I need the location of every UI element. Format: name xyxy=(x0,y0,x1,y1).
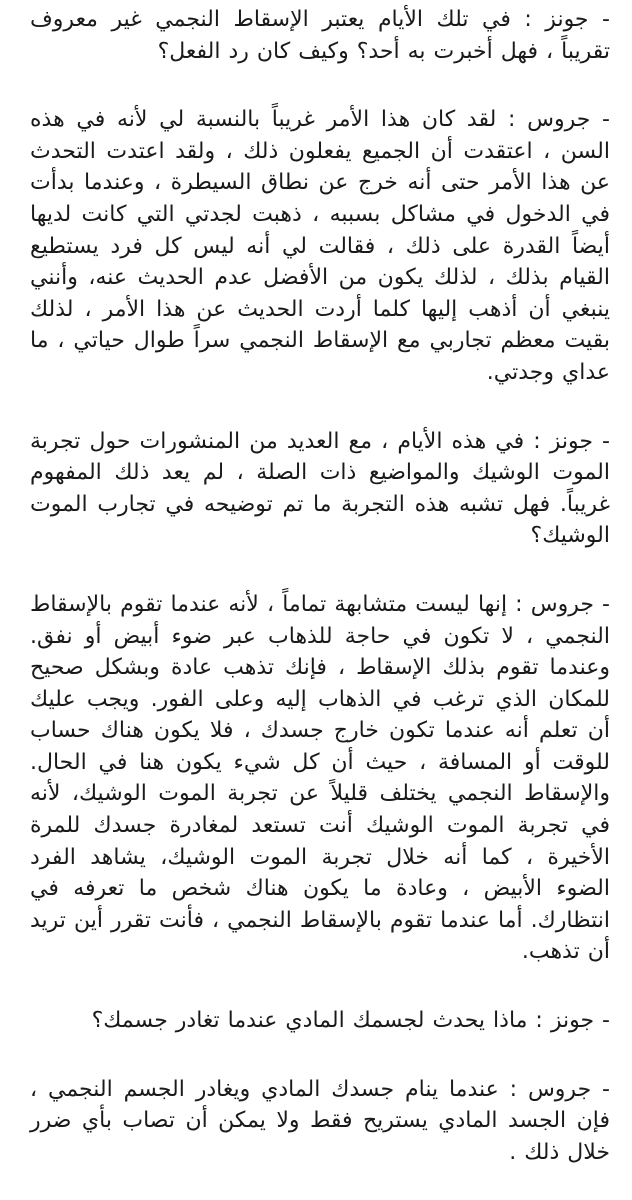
paragraph-jones-question-3: - جونز : ماذا يحدث لجسمك المادي عندما تغادر جسمك؟ xyxy=(91,1008,610,1034)
paragraph-jones-question-1: - جونز : في تلك الأيام يعتبر الإسقاط النجمي غير معروف تقريباً ، فهل أخبرت به أحد؟ وكيف كان رد الفعل؟ xyxy=(30,7,610,64)
paragraph-gross-answer-3: - جروس : عندما ينام جسدك المادي ويغادر الجسم النجمي ، فإن الجسد المادي يستريح فقط ولا يمكن أن تصاب بأي ضرر خلال ذلك . xyxy=(30,1076,610,1165)
paragraph-gross-answer-1: - جروس : لقد كان هذا الأمر غريباً بالنسبة لي لأنه في هذه السن ، اعتقدت أن الجميع يفعلون ذلك ، ولقد اعتدت التحدث عن هذا الأمر حتى أنه خرج عن نطاق السيطرة ، وعندما بدأت في الدخول في مشاكل بسببه ، ذهبت لجدتي التي كانت لديها أيضاً القدرة على ذلك ، فقالت لي أنه ليس كل فرد يستطيع القيام بذلك ، لذلك يكون من الأفضل عدم الحديث عنه، وأنني ينبغي أن أذهب إليها كلما أردت الحديث عن هذا الأمر ، لذلك بقيت معظم تجاربي مع الإسقاط النجمي سراً طوال حياتي ، ما عداي وجدتي. xyxy=(30,107,610,385)
paragraph-jones-question-2: - جونز : في هذه الأيام ، مع العديد من المنشورات حول تجربة الموت الوشيك والمواضيع ذات الصلة ، لم يعد ذلك المفهوم غريباً. فهل تشبه هذه التجربة ما تم توضيحه في تجارب الموت الوشيك؟ xyxy=(30,428,610,549)
paragraph-gross-answer-2: - جروس : إنها ليست متشابهة تماماً ، لأنه عندما تقوم بالإسقاط النجمي ، لا تكون في حاجة للذهاب عبر ضوء أبيض أو نفق. وعندما تقوم بذلك الإسقاط ، فإنك تذهب عادة وبشكل صحيح للمكان الذي ترغب في الذهاب إليه وعلى الفور. ويجب عليك أن تعلم أنه عندما تكون خارج جسدك ، فلا يكون هناك حساب للوقت أو المسافة ، حيث أن كل شيء يكون هنا في الحال. والإسقاط النجمي يختلف قليلاً عن تجربة الموت الوشيك، لأنه في تجربة الموت الوشيك أنت تستعد لمغادرة جسدك للمرة الأخيرة ، كما أنه خلال تجربة الموت الوشيك، يشاهد الفرد الضوء الأبيض ، وعادة ما يكون هناك شخص ما تعرفه في انتظارك. أما عندما تقوم بالإسقاط النجمي ، فأنت تقرر أين تريد أن تذهب. xyxy=(30,591,610,965)
